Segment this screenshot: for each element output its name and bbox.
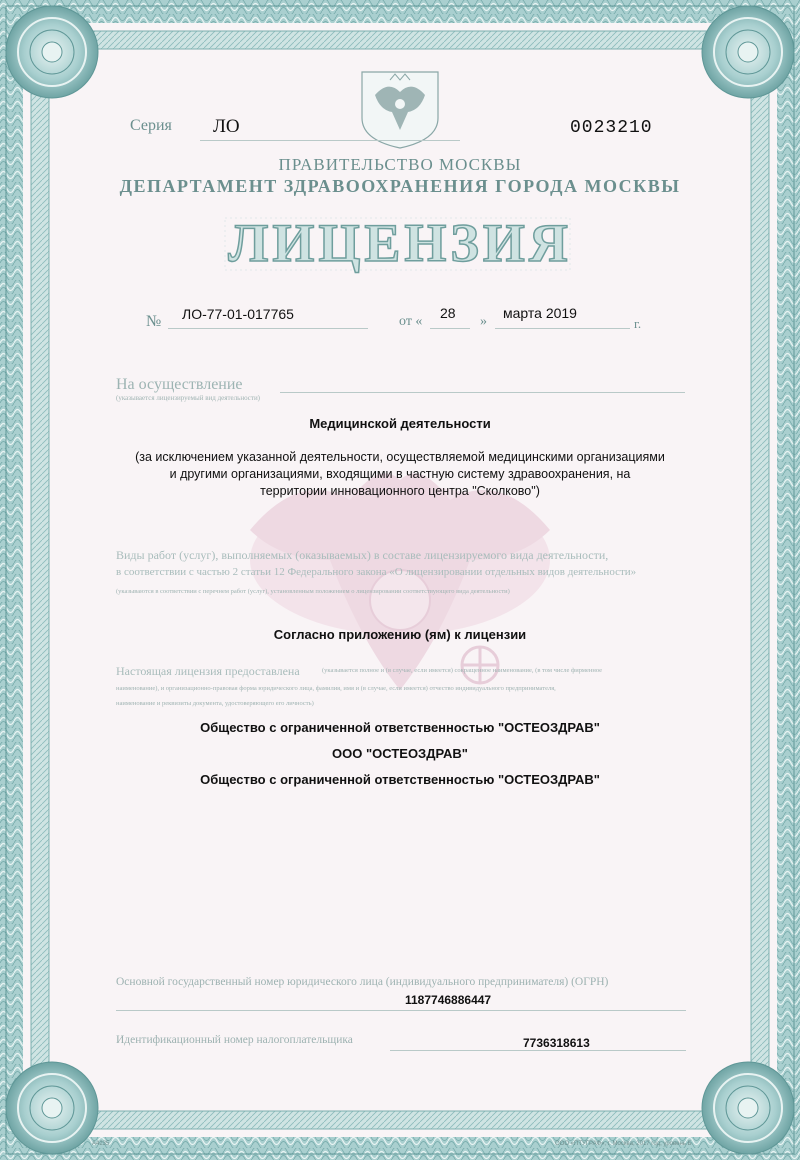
date-from-label: от « bbox=[399, 314, 423, 329]
license-month-year: марта 2019 bbox=[503, 305, 577, 321]
license-number: ЛО-77-01-017765 bbox=[182, 306, 294, 322]
eagle-watermark bbox=[250, 473, 550, 690]
corner-rosette-bl bbox=[6, 1062, 98, 1154]
year-suffix: г. bbox=[634, 316, 642, 331]
activity-detail-1: (за исключением указанной деятельности, осуществляемой медицинскими организациями bbox=[135, 450, 665, 464]
form-number: 0023210 bbox=[570, 118, 653, 138]
works-value: Согласно приложению (ям) к лицензии bbox=[273, 627, 527, 642]
corner-rosette-tl bbox=[6, 6, 98, 98]
inn-value: 7736318613 bbox=[523, 1036, 590, 1050]
government-name: ПРАВИТЕЛЬСТВО МОСКВЫ bbox=[278, 155, 522, 174]
activity-sublabel: (указывается лицензируемый вид деятельности) bbox=[116, 394, 261, 402]
activity-label: На осуществление bbox=[116, 376, 243, 393]
license-no-label: № bbox=[146, 313, 162, 330]
series-value: ЛО bbox=[213, 116, 240, 137]
document-title: ЛИЦЕНЗИЯ bbox=[228, 213, 572, 273]
granted-note-2: наименование), и организационно-правовая форма юридического лица, фамилия, имя и (в случае, если имеется) отчество индивидуального предпринимателя, bbox=[116, 685, 556, 692]
series-label: Серия bbox=[130, 117, 172, 134]
department-name: ДЕПАРТАМЕНТ ЗДРАВООХРАНЕНИЯ ГОРОДА МОСКВЫ bbox=[119, 176, 681, 196]
date-quote-close: » bbox=[480, 314, 487, 329]
inn-label: Идентификационный номер налогоплательщика bbox=[116, 1034, 353, 1046]
works-line-2: в соответствии с частью 2 статьи 12 Федерального закона «О лицензировании отдельных видов деятельности» bbox=[116, 566, 637, 578]
corner-rosette-br bbox=[702, 1062, 794, 1154]
granted-label: Настоящая лицензия предоставлена bbox=[116, 664, 300, 678]
ogrn-value: 1187746886447 bbox=[405, 993, 492, 1007]
corner-rosette-tr bbox=[702, 6, 794, 98]
activity-detail-3: территории инновационного центра "Сколково") bbox=[260, 484, 540, 498]
license-day: 28 bbox=[440, 305, 456, 321]
granted-note-1: (указывается полное и (в случае, если имеется) сокращенное наименование, (в том числе фирменное bbox=[322, 667, 603, 674]
printer-imprint: ООО «ПТУГРАФ», г. Москва, 2017 год, уровень Б bbox=[555, 1141, 692, 1147]
licensee-full-name: Общество с ограниченной ответственностью "ОСТЕОЗДРАВ" bbox=[200, 720, 600, 735]
granted-note-3: наименование и реквизиты документа, удостоверяющего его личность) bbox=[116, 700, 314, 707]
activity-detail-2: и другими организациями, входящими в частную систему здравоохранения, на bbox=[169, 467, 631, 481]
works-line-1: Виды работ (услуг), выполняемых (оказываемых) в составе лицензируемого вида деятельности, bbox=[116, 548, 609, 562]
licensee-short-name: ООО "ОСТЕОЗДРАВ" bbox=[332, 746, 468, 761]
licensee-firm-name: Общество с ограниченной ответственностью "ОСТЕОЗДРАВ" bbox=[200, 772, 600, 787]
coat-of-arms-emblem bbox=[362, 72, 438, 148]
activity-name: Медицинской деятельности bbox=[309, 416, 491, 431]
ogrn-label: Основной государственный номер юридического лица (индивидуального предпринимателя) (ОГРН) bbox=[116, 976, 609, 988]
form-code: А4235 bbox=[92, 1141, 110, 1147]
works-note: (указываются в соответствии с перечнем работ (услуг), установленным положением о лицензировании соответствующего вида деятельности) bbox=[116, 588, 510, 595]
